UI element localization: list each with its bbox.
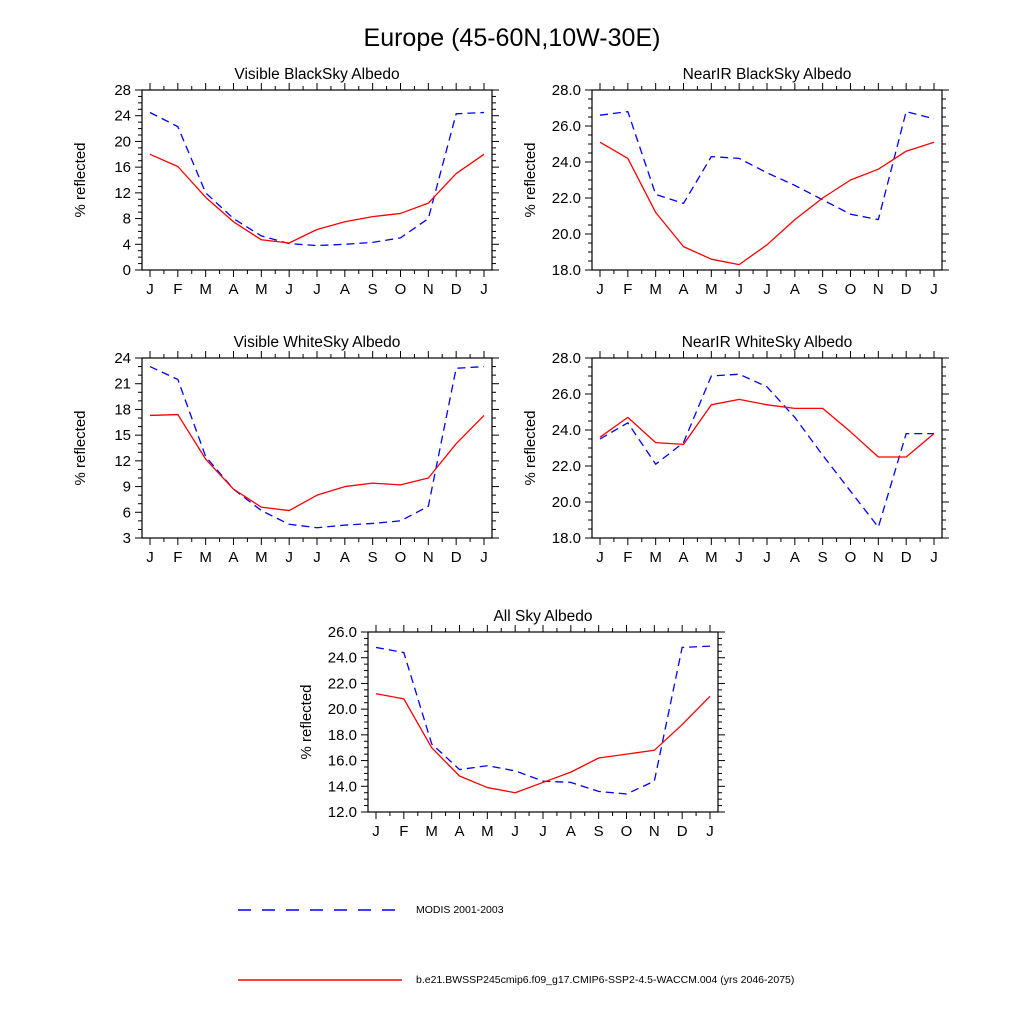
svg-text:24.0: 24.0: [551, 154, 581, 171]
svg-text:M: M: [199, 281, 212, 298]
modis-series-line: [150, 113, 484, 246]
page-title: Europe (45-60N,10W-30E): [363, 24, 661, 52]
svg-text:% reflected: % reflected: [72, 142, 89, 218]
svg-text:A: A: [565, 823, 576, 840]
svg-text:24.0: 24.0: [551, 422, 581, 439]
modis-series-line: [376, 646, 710, 794]
svg-text:20.0: 20.0: [327, 701, 357, 719]
legend-label-modis: MODIS 2001-2003: [416, 904, 504, 916]
svg-text:26.0: 26.0: [327, 624, 357, 641]
svg-text:J: J: [706, 823, 714, 840]
svg-text:J: J: [480, 549, 488, 566]
svg-text:26.0: 26.0: [551, 118, 581, 135]
svg-text:All Sky Albedo: All Sky Albedo: [493, 608, 593, 625]
svg-text:A: A: [339, 281, 350, 298]
svg-text:% reflected: % reflected: [298, 684, 315, 760]
svg-text:J: J: [763, 549, 771, 566]
svg-text:M: M: [649, 549, 662, 566]
svg-text:F: F: [399, 823, 409, 840]
svg-text:Visible WhiteSky Albedo: Visible WhiteSky Albedo: [233, 334, 401, 351]
svg-text:D: D: [900, 549, 912, 566]
svg-text:M: M: [481, 823, 494, 840]
svg-text:21: 21: [114, 375, 131, 393]
svg-text:S: S: [593, 823, 604, 840]
svg-text:F: F: [173, 281, 183, 298]
legend-entry-modis: [236, 904, 504, 916]
svg-text:J: J: [735, 281, 743, 298]
svg-text:J: J: [285, 281, 293, 298]
svg-text:16.0: 16.0: [327, 752, 357, 770]
svg-text:M: M: [705, 281, 718, 298]
svg-text:22.0: 22.0: [551, 458, 581, 475]
svg-text:D: D: [900, 281, 912, 298]
chart-svg: [514, 62, 958, 310]
svg-text:22.0: 22.0: [327, 675, 357, 693]
svg-text:4: 4: [122, 236, 131, 254]
svg-text:A: A: [789, 281, 800, 298]
svg-text:J: J: [146, 281, 154, 298]
svg-text:18.0: 18.0: [551, 262, 581, 279]
svg-text:14.0: 14.0: [327, 778, 357, 796]
svg-text:15: 15: [114, 427, 131, 445]
svg-text:J: J: [539, 823, 547, 840]
svg-text:20: 20: [114, 133, 131, 151]
svg-text:J: J: [480, 281, 488, 298]
svg-text:A: A: [454, 823, 465, 840]
svg-text:24: 24: [114, 350, 131, 367]
svg-text:N: N: [872, 281, 884, 298]
svg-text:F: F: [173, 549, 183, 566]
svg-text:D: D: [450, 549, 462, 566]
svg-text:J: J: [285, 549, 293, 566]
svg-text:18.0: 18.0: [327, 726, 357, 744]
model-series-line: [376, 694, 710, 793]
legend-entry-model: [236, 974, 794, 986]
svg-text:20.0: 20.0: [551, 226, 581, 243]
svg-text:A: A: [789, 549, 800, 566]
svg-text:O: O: [394, 281, 407, 298]
svg-text:O: O: [620, 823, 633, 840]
svg-text:M: M: [705, 549, 718, 566]
legend-label-model: b.e21.BWSSP245cmip6.f09_g17.CMIP6-SSP2-4.5-WACCM.004 (yrs 2046-2075): [416, 974, 795, 986]
svg-text:M: M: [255, 549, 268, 566]
svg-text:J: J: [372, 823, 380, 840]
svg-text:24.0: 24.0: [327, 649, 357, 667]
svg-text:J: J: [596, 549, 604, 566]
svg-text:12: 12: [114, 184, 131, 202]
svg-text:J: J: [735, 549, 743, 566]
svg-text:% reflected: % reflected: [72, 410, 89, 486]
svg-text:A: A: [228, 549, 239, 566]
svg-text:M: M: [425, 823, 438, 840]
svg-text:12: 12: [114, 452, 131, 470]
svg-text:M: M: [649, 281, 662, 298]
svg-text:D: D: [676, 823, 688, 840]
svg-text:NearIR BlackSky Albedo: NearIR BlackSky Albedo: [682, 66, 852, 83]
model-solid-line-sample: [236, 976, 404, 984]
svg-text:O: O: [844, 549, 857, 566]
svg-text:J: J: [511, 823, 519, 840]
svg-text:D: D: [450, 281, 462, 298]
svg-text:28.0: 28.0: [551, 350, 581, 367]
svg-text:A: A: [678, 549, 689, 566]
chart-svg: [64, 62, 508, 310]
svg-text:J: J: [146, 549, 154, 566]
svg-text:J: J: [930, 281, 938, 298]
svg-text:A: A: [678, 281, 689, 298]
svg-text:S: S: [817, 281, 828, 298]
svg-text:% reflected: % reflected: [522, 410, 539, 486]
svg-text:M: M: [255, 281, 268, 298]
svg-text:28.0: 28.0: [551, 82, 581, 99]
svg-text:S: S: [817, 549, 828, 566]
model-series-line: [600, 142, 934, 264]
svg-text:3: 3: [122, 530, 131, 547]
svg-text:J: J: [596, 281, 604, 298]
svg-text:J: J: [313, 281, 321, 298]
svg-text:M: M: [199, 549, 212, 566]
svg-text:O: O: [844, 281, 857, 298]
chart-visible-whitesky-albedo: [64, 330, 508, 583]
svg-text:F: F: [623, 281, 633, 298]
modis-series-line: [150, 367, 484, 528]
svg-text:Visible BlackSky Albedo: Visible BlackSky Albedo: [234, 66, 400, 83]
chart-svg: [290, 604, 734, 852]
svg-text:20.0: 20.0: [551, 494, 581, 511]
svg-text:O: O: [394, 549, 407, 566]
svg-text:18: 18: [114, 401, 131, 419]
svg-text:24: 24: [114, 107, 131, 125]
svg-text:16: 16: [114, 159, 131, 177]
chart-nearir-whitesky-albedo: [514, 330, 958, 583]
svg-text:J: J: [763, 281, 771, 298]
svg-text:9: 9: [122, 478, 131, 496]
svg-text:J: J: [930, 549, 938, 566]
svg-text:N: N: [648, 823, 660, 840]
chart-svg: [514, 330, 958, 578]
svg-text:% reflected: % reflected: [522, 142, 539, 218]
svg-text:A: A: [228, 281, 239, 298]
chart-svg: [64, 330, 508, 578]
svg-text:26.0: 26.0: [551, 386, 581, 403]
model-series-line: [150, 415, 484, 511]
modis-series-line: [600, 374, 934, 527]
chart-visible-blacksky-albedo: [64, 62, 508, 315]
chart-nearir-blacksky-albedo: [514, 62, 958, 315]
svg-text:0: 0: [122, 262, 131, 279]
chart-all-sky-albedo: [290, 604, 734, 857]
svg-text:S: S: [367, 281, 378, 298]
svg-text:NearIR WhiteSky Albedo: NearIR WhiteSky Albedo: [681, 334, 853, 351]
svg-text:6: 6: [122, 504, 131, 522]
svg-text:12.0: 12.0: [327, 804, 357, 821]
modis-dashed-line-sample: [236, 906, 404, 914]
svg-text:8: 8: [122, 210, 131, 228]
svg-text:A: A: [339, 549, 350, 566]
svg-text:J: J: [313, 549, 321, 566]
svg-text:18.0: 18.0: [551, 530, 581, 547]
svg-text:28: 28: [114, 82, 131, 99]
svg-text:22.0: 22.0: [551, 190, 581, 207]
svg-text:F: F: [623, 549, 633, 566]
svg-text:N: N: [422, 281, 434, 298]
model-series-line: [600, 399, 934, 457]
svg-text:N: N: [422, 549, 434, 566]
svg-text:S: S: [367, 549, 378, 566]
svg-text:N: N: [872, 549, 884, 566]
